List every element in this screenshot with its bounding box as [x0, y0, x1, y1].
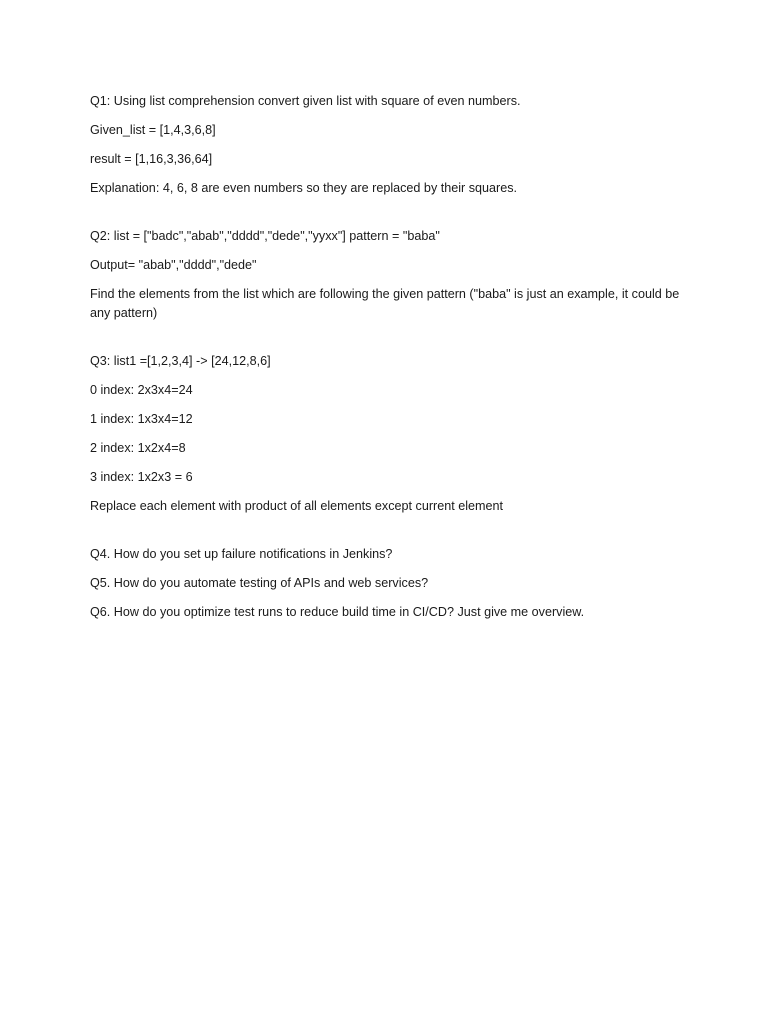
q3-step: 0 index: 2x3x4=24: [90, 383, 193, 397]
q3-step: 1 index: 1x3x4=12: [90, 412, 193, 426]
q3-description: Replace each element with product of all elements except current element: [90, 499, 504, 513]
q2-output: Output= "abab","dddd","dede": [90, 258, 257, 272]
q2-description: Find the elements from the list which are following the given pattern ("baba" is just an example, it could be any pattern): [90, 287, 680, 320]
q5-question: Q5. How do you automate testing of APIs and web services?: [90, 576, 429, 590]
spacer: [90, 333, 686, 352]
q1-given-list: Given_list = [1,4,3,6,8]: [90, 123, 216, 137]
q3-step: 2 index: 1x2x4=8: [90, 441, 186, 455]
spacer: [90, 208, 686, 227]
q4-question: Q4. How do you set up failure notifications in Jenkins?: [90, 547, 393, 561]
q3-question: Q3: list1 =[1,2,3,4] -> [24,12,8,6]: [90, 354, 271, 368]
q6-question: Q6. How do you optimize test runs to reduce build time in CI/CD? Just give me overview.: [90, 605, 585, 619]
q3-step: 3 index: 1x2x3 = 6: [90, 470, 193, 484]
q2-question: Q2: list = ["badc","abab","dddd","dede","yyxx"] pattern = "baba": [90, 229, 440, 243]
document-content: [90, 92, 686, 632]
q1-explanation: Explanation: 4, 6, 8 are even numbers so they are replaced by their squares.: [90, 181, 518, 195]
q1-result: result = [1,16,3,36,64]: [90, 152, 213, 166]
q1-question: Q1: Using list comprehension convert given list with square of even numbers.: [90, 94, 521, 108]
spacer: [90, 526, 686, 545]
